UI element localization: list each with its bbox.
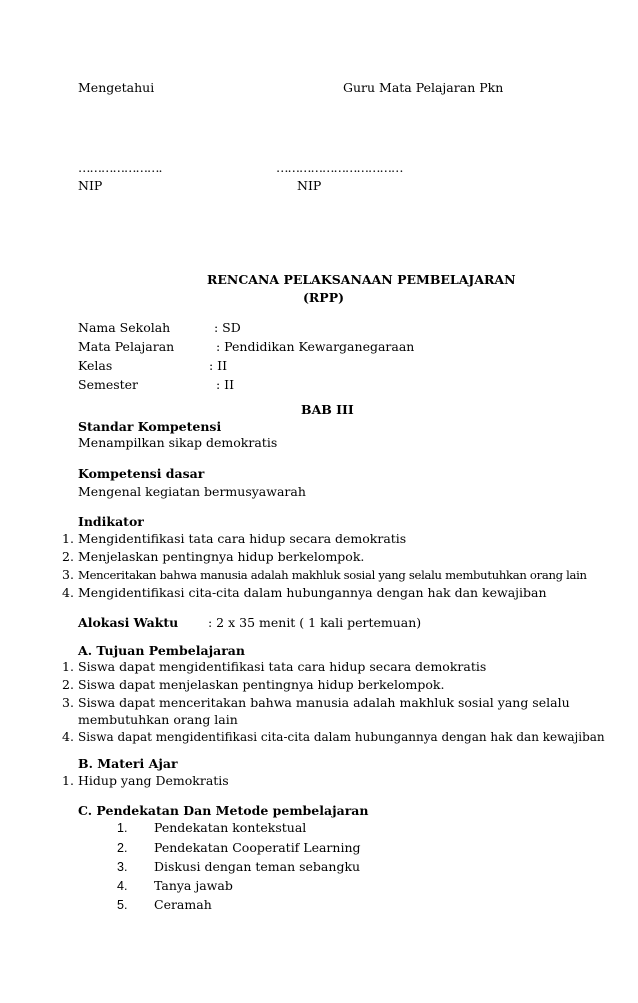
alokasi-value: : 2 x 35 menit ( 1 kali pertemuan) bbox=[208, 615, 422, 630]
guru-label: Guru Mata Pelajaran Pkn bbox=[343, 80, 504, 95]
document-title: RENCANA PELAKSANAAN PEMBELAJARAN bbox=[207, 272, 516, 287]
list-number: 1. bbox=[62, 531, 74, 546]
mengetahui-label: Mengetahui bbox=[78, 80, 155, 95]
list-number: 2. bbox=[117, 841, 128, 855]
list-number: 4. bbox=[117, 879, 128, 893]
list-item: Siswa dapat menceritakan bahwa manusia adalah makhluk sosial yang selalu bbox=[78, 695, 570, 710]
list-item: Pendekatan kontekstual bbox=[154, 820, 307, 835]
list-item: Siswa dapat menjelaskan pentingnya hidup berkelompok. bbox=[78, 677, 445, 692]
alokasi-heading: Alokasi Waktu bbox=[78, 615, 179, 630]
list-item: Diskusi dengan teman sebangku bbox=[154, 859, 361, 874]
list-item: Siswa dapat mengidentifikasi tata cara hidup secara demokratis bbox=[78, 659, 487, 674]
list-item: Tanya jawab bbox=[154, 878, 233, 893]
list-item: Mengidentifikasi tata cara hidup secara demokratis bbox=[78, 531, 407, 546]
identity-value: : Pendidikan Kewarganegaraan bbox=[216, 339, 415, 354]
identity-value: : SD bbox=[214, 320, 241, 335]
standar-heading: Standar Kompetensi bbox=[78, 419, 222, 434]
list-item: Menjelaskan pentingnya hidup berkelompok. bbox=[78, 549, 365, 564]
kompetensi-heading: Kompetensi dasar bbox=[78, 466, 205, 481]
list-number: 2. bbox=[62, 677, 74, 692]
right-nip: NIP bbox=[297, 178, 322, 193]
list-number: 5. bbox=[117, 898, 128, 912]
list-item: Menceritakan bahwa manusia adalah makhluk sosial yang selalu membutuhkan orang lain bbox=[78, 568, 587, 582]
list-number: 2. bbox=[62, 549, 74, 564]
list-item: Siswa dapat mengidentifikasi cita-cita dalam hubungannya dengan hak dan kewajiban bbox=[78, 730, 605, 744]
list-number: 3. bbox=[62, 695, 74, 710]
identity-label: Kelas bbox=[78, 358, 113, 373]
list-item-continuation: membutuhkan orang lain bbox=[78, 712, 238, 727]
list-number: 1. bbox=[62, 659, 74, 674]
metode-heading: C. Pendekatan Dan Metode pembelajaran bbox=[78, 803, 369, 818]
identity-value: : II bbox=[209, 358, 228, 373]
document-subtitle: (RPP) bbox=[303, 290, 345, 305]
materi-heading: B. Materi Ajar bbox=[78, 756, 178, 771]
identity-label: Nama Sekolah bbox=[78, 320, 171, 335]
list-number: 3. bbox=[117, 860, 128, 874]
identity-value: : II bbox=[216, 377, 235, 392]
indikator-heading: Indikator bbox=[78, 514, 144, 529]
list-number: 4. bbox=[62, 729, 74, 744]
list-item: Pendekatan Cooperatif Learning bbox=[154, 840, 361, 855]
list-item: Hidup yang Demokratis bbox=[78, 773, 229, 788]
tujuan-heading: A. Tujuan Pembelajaran bbox=[78, 643, 245, 658]
list-number: 1. bbox=[117, 821, 128, 835]
list-number: 4. bbox=[62, 585, 74, 600]
kompetensi-text: Mengenal kegiatan bermusyawarah bbox=[78, 484, 306, 499]
list-number: 3. bbox=[62, 567, 74, 582]
right-signature-dots: …………………………… bbox=[276, 160, 403, 175]
identity-label: Semester bbox=[78, 377, 139, 392]
list-item: Mengidentifikasi cita-cita dalam hubungannya dengan hak dan kewajiban bbox=[78, 585, 547, 600]
left-signature-dots: …………………. bbox=[78, 160, 162, 175]
list-item: Ceramah bbox=[154, 897, 212, 912]
list-number: 1. bbox=[62, 773, 74, 788]
bab-heading: BAB III bbox=[301, 402, 354, 417]
standar-text: Menampilkan sikap demokratis bbox=[78, 435, 278, 450]
left-nip: NIP bbox=[78, 178, 103, 193]
identity-label: Mata Pelajaran bbox=[78, 339, 175, 354]
